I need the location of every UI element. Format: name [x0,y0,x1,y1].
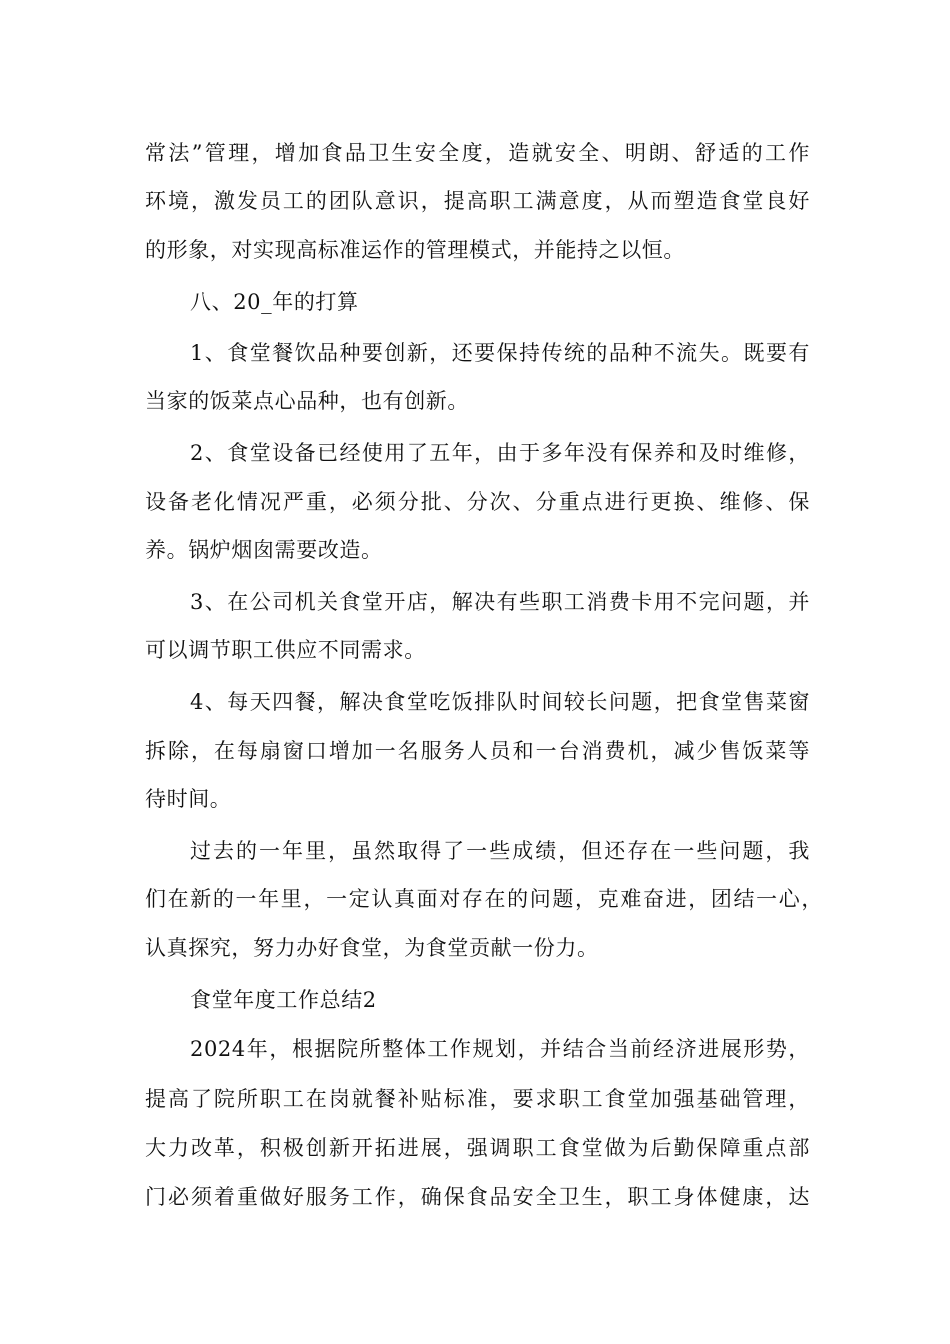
body-text-line: 们在新的一年里，一定认真面对存在的问题，克难奋进，团结一心， [145,887,823,911]
body-text-line: 的形象，对实现高标准运作的管理模式，并能持之以恒。 [145,238,685,262]
section-heading: 八、20_年的打算 [190,290,359,314]
body-text-line: 当家的饭菜点心品种，也有创新。 [145,389,469,413]
body-text-line: 过去的一年里，虽然取得了一些成绩，但还存在一些问题，我 [190,839,810,863]
section-heading: 食堂年度工作总结2 [190,988,377,1012]
body-text-line: 1、食堂餐饮品种要创新，还要保持传统的品种不流失。既要有 [190,341,810,365]
body-text-line: 2024年，根据院所整体工作规划，并结合当前经济进展形势， [190,1037,810,1061]
body-text-line: 大力改革，积极创新开拓进展，强调职工食堂做为后勤保障重点部 [145,1136,810,1160]
body-text-line: 待时间。 [145,787,232,811]
body-text-line: 提高了院所职工在岗就餐补贴标准，要求职工食堂加强基础管理， [145,1087,810,1111]
body-text-line: 常法”管理，增加食品卫生安全度，造就安全、明朗、舒适的工作 [145,141,810,165]
body-text-line: 可以调节职工供应不同需求。 [145,638,426,662]
body-text-line: 环境，激发员工的团队意识，提高职工满意度，从而塑造食堂良好 [145,189,810,213]
body-text-line: 养。锅炉烟囱需要改造。 [145,538,383,562]
body-text-line: 3、在公司机关食堂开店，解决有些职工消费卡用不完问题，并 [190,590,810,614]
body-text-line: 拆除，在每扇窗口增加一名服务人员和一台消费机，减少售饭菜等 [145,739,810,763]
body-text-line: 认真探究，努力办好食堂，为食堂贡献一份力。 [145,936,599,960]
body-text-line: 设备老化情况严重，必须分批、分次、分重点进行更换、维修、保 [145,490,810,514]
body-text-line: 2、食堂设备已经使用了五年，由于多年没有保养和及时维修， [190,441,810,465]
body-text-line: 门必须着重做好服务工作，确保食品安全卫生，职工身体健康，达 [145,1185,810,1209]
body-text-line: 4、每天四餐，解决食堂吃饭排队时间较长问题，把食堂售菜窗 [190,690,810,714]
